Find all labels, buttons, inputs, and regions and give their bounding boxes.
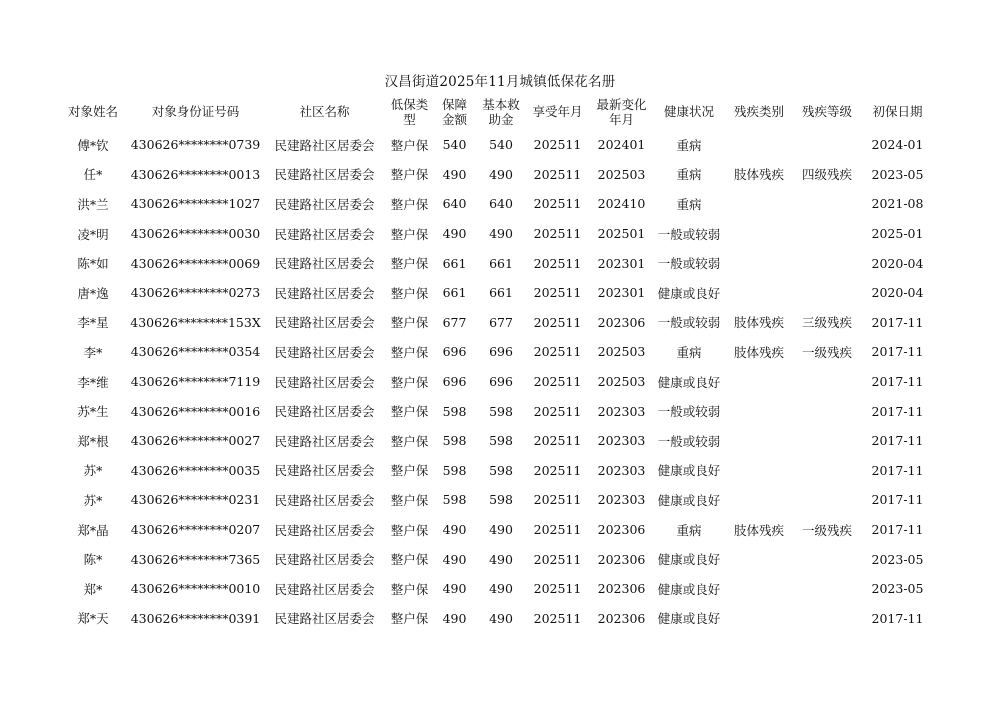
cell-enjoy-month: 202511 xyxy=(533,137,582,153)
cell-disability-level xyxy=(794,544,860,574)
cell-community: 民建路社区居委会 xyxy=(274,492,375,508)
cell-name: 李*维 xyxy=(77,374,109,390)
column-header-text: 对象姓名 xyxy=(67,104,118,119)
cell-type: 整户保 xyxy=(390,196,429,212)
cell-type: 整户保 xyxy=(390,492,429,508)
cell-enjoy-month: 202511 xyxy=(533,610,582,626)
cell-name: 唐*逸 xyxy=(77,285,109,301)
cell-health-status: 一般或较弱 xyxy=(657,404,721,420)
cell-enjoy-month: 202511 xyxy=(533,462,582,478)
cell-type: 整户保 xyxy=(390,256,429,272)
cell-disability-level xyxy=(794,396,860,426)
cell-basic-aid: 696 xyxy=(489,344,513,360)
column-header-disability-type xyxy=(724,93,794,130)
cell-id-number: 430626********0010 xyxy=(130,581,261,597)
table-row xyxy=(58,189,935,219)
cell-disability-level: 一级残疾 xyxy=(801,522,852,538)
cell-basic-aid: 661 xyxy=(489,285,513,301)
cell-type: 整户保 xyxy=(390,137,429,153)
cell-enjoy-month: 202511 xyxy=(533,403,582,419)
cell-name: 苏* xyxy=(83,492,103,508)
cell-disability-type xyxy=(724,367,794,397)
column-header-latest-change-month xyxy=(589,93,654,130)
cell-latest-change-month: 202303 xyxy=(597,403,646,419)
cell-name: 郑*晶 xyxy=(77,522,109,538)
cell-disability-type: 肢体残疾 xyxy=(733,344,784,360)
cell-name: 凌*明 xyxy=(77,226,109,242)
cell-health-status: 健康或良好 xyxy=(657,492,721,508)
cell-basic-aid: 490 xyxy=(489,581,513,597)
cell-first-date: 2023-05 xyxy=(871,166,924,182)
cell-disability-level: 三级残疾 xyxy=(801,315,852,331)
cell-disability-type xyxy=(724,456,794,486)
cell-enjoy-month: 202511 xyxy=(533,344,582,360)
cell-enjoy-month: 202511 xyxy=(533,226,582,242)
cell-type: 整户保 xyxy=(390,552,429,568)
cell-type: 整户保 xyxy=(390,374,429,390)
cell-name: 郑*根 xyxy=(77,433,109,449)
cell-first-date: 2017-11 xyxy=(871,462,924,478)
cell-enjoy-month: 202511 xyxy=(533,166,582,182)
cell-community: 民建路社区居委会 xyxy=(274,344,375,360)
cell-community: 民建路社区居委会 xyxy=(274,285,375,301)
column-header-text: 社区名称 xyxy=(299,104,350,119)
cell-guarantee-amount: 696 xyxy=(442,344,467,360)
cell-id-number: 430626********153X xyxy=(130,314,261,330)
table-row xyxy=(58,544,935,574)
cell-guarantee-amount: 598 xyxy=(442,433,467,449)
cell-id-number: 430626********0030 xyxy=(130,226,261,242)
cell-name: 傅*钦 xyxy=(77,137,109,153)
column-header-text: 初保日期 xyxy=(872,104,923,119)
cell-basic-aid: 598 xyxy=(489,492,513,508)
cell-basic-aid: 598 xyxy=(489,403,513,419)
column-header-health-status xyxy=(654,93,724,130)
cell-latest-change-month: 202303 xyxy=(597,433,646,449)
column-header-enjoy-month xyxy=(526,93,589,130)
cell-health-status: 一般或较弱 xyxy=(657,226,721,242)
cell-community: 民建路社区居委会 xyxy=(274,552,375,568)
cell-first-date: 2017-11 xyxy=(871,492,924,508)
cell-id-number: 430626********7365 xyxy=(130,551,261,567)
cell-disability-level xyxy=(794,278,860,308)
cell-community: 民建路社区居委会 xyxy=(274,463,375,479)
column-header-first-date xyxy=(860,93,935,130)
cell-disability-level xyxy=(794,219,860,249)
cell-disability-type xyxy=(724,189,794,219)
cell-basic-aid: 696 xyxy=(489,374,513,390)
cell-id-number: 430626********0027 xyxy=(130,433,261,449)
cell-disability-type xyxy=(724,219,794,249)
cell-type: 整户保 xyxy=(390,404,429,420)
table-row xyxy=(58,367,935,397)
cell-health-status: 重病 xyxy=(676,344,702,360)
cell-disability-type xyxy=(724,426,794,456)
column-header-text: 低保类 xyxy=(390,96,429,112)
cell-latest-change-month: 202306 xyxy=(597,314,646,330)
cell-first-date: 2025-01 xyxy=(871,226,924,242)
table-row xyxy=(58,515,935,545)
column-header-text: 残疾类别 xyxy=(733,104,784,119)
cell-latest-change-month: 202301 xyxy=(597,255,646,271)
column-header-guarantee-amount xyxy=(433,93,476,130)
cell-basic-aid: 490 xyxy=(489,166,513,182)
cell-disability-level xyxy=(794,574,860,604)
cell-disability-type xyxy=(724,485,794,515)
column-header-community xyxy=(263,93,386,130)
cell-basic-aid: 490 xyxy=(489,226,513,242)
cell-health-status: 重病 xyxy=(676,167,702,183)
cell-latest-change-month: 202306 xyxy=(597,551,646,567)
cell-guarantee-amount: 490 xyxy=(442,226,467,242)
table-row xyxy=(58,456,935,486)
cell-name: 郑*天 xyxy=(77,611,109,627)
cell-community: 民建路社区居委会 xyxy=(274,167,375,183)
cell-type: 整户保 xyxy=(390,344,429,360)
cell-health-status: 健康或良好 xyxy=(657,374,721,390)
cell-type: 整户保 xyxy=(390,581,429,597)
cell-id-number: 430626********7119 xyxy=(130,374,261,390)
cell-type: 整户保 xyxy=(390,522,429,538)
cell-first-date: 2021-08 xyxy=(871,196,924,212)
table-row xyxy=(58,426,935,456)
cell-enjoy-month: 202511 xyxy=(533,196,582,212)
cell-guarantee-amount: 490 xyxy=(442,581,467,597)
cell-basic-aid: 490 xyxy=(489,551,513,567)
cell-guarantee-amount: 598 xyxy=(442,403,467,419)
cell-first-date: 2017-11 xyxy=(871,403,924,419)
cell-type: 整户保 xyxy=(390,167,429,183)
cell-first-date: 2024-01 xyxy=(871,137,924,153)
cell-guarantee-amount: 696 xyxy=(442,374,467,390)
cell-disability-level xyxy=(794,130,860,160)
cell-enjoy-month: 202511 xyxy=(533,551,582,567)
cell-disability-type: 肢体残疾 xyxy=(733,315,784,331)
cell-disability-level xyxy=(794,604,860,634)
cell-basic-aid: 661 xyxy=(489,255,513,271)
column-header-disability-level xyxy=(794,93,860,130)
column-header-text: 助金 xyxy=(488,111,514,127)
table-row xyxy=(58,337,935,367)
column-header-text: 金额 xyxy=(441,111,467,127)
cell-first-date: 2017-11 xyxy=(871,314,924,330)
cell-latest-change-month: 202410 xyxy=(597,196,646,212)
cell-disability-type xyxy=(724,248,794,278)
cell-basic-aid: 640 xyxy=(489,196,513,212)
column-header-text: 享受年月 xyxy=(532,104,583,119)
cell-guarantee-amount: 490 xyxy=(442,610,467,626)
table-row xyxy=(58,130,935,160)
table-row xyxy=(58,396,935,426)
cell-basic-aid: 677 xyxy=(489,314,513,330)
cell-first-date: 2017-11 xyxy=(871,610,924,626)
cell-disability-level xyxy=(794,248,860,278)
cell-health-status: 健康或良好 xyxy=(657,463,721,479)
column-header-id-number xyxy=(128,93,263,130)
cell-enjoy-month: 202511 xyxy=(533,433,582,449)
cell-first-date: 2017-11 xyxy=(871,374,924,390)
cell-first-date: 2020-04 xyxy=(871,285,924,301)
column-header-text: 保障 xyxy=(441,96,467,112)
cell-guarantee-amount: 661 xyxy=(442,255,467,271)
cell-guarantee-amount: 598 xyxy=(442,462,467,478)
cell-community: 民建路社区居委会 xyxy=(274,433,375,449)
cell-enjoy-month: 202511 xyxy=(533,522,582,538)
cell-id-number: 430626********0016 xyxy=(130,403,261,419)
cell-name: 苏* xyxy=(83,463,103,479)
cell-type: 整户保 xyxy=(390,226,429,242)
cell-enjoy-month: 202511 xyxy=(533,581,582,597)
cell-disability-level xyxy=(794,485,860,515)
cell-health-status: 健康或良好 xyxy=(657,552,721,568)
cell-type: 整户保 xyxy=(390,611,429,627)
cell-name: 陈*如 xyxy=(77,256,109,272)
column-header-text: 对象身份证号码 xyxy=(151,104,240,119)
cell-enjoy-month: 202511 xyxy=(533,492,582,508)
table-row xyxy=(58,604,935,634)
table-row xyxy=(58,308,935,338)
table-row xyxy=(58,574,935,604)
cell-community: 民建路社区居委会 xyxy=(274,611,375,627)
table-row xyxy=(58,160,935,190)
cell-health-status: 健康或良好 xyxy=(657,611,721,627)
cell-guarantee-amount: 490 xyxy=(442,522,467,538)
cell-name: 洪*兰 xyxy=(77,196,109,212)
cell-health-status: 健康或良好 xyxy=(657,285,721,301)
cell-basic-aid: 540 xyxy=(489,137,513,153)
cell-latest-change-month: 202401 xyxy=(597,137,646,153)
table-row xyxy=(58,278,935,308)
cell-first-date: 2023-05 xyxy=(871,581,924,597)
cell-name: 李*星 xyxy=(77,315,109,331)
cell-disability-type xyxy=(724,604,794,634)
document-title: 汉昌街道2025年11月城镇低保花名册 xyxy=(384,74,616,90)
roster-table xyxy=(58,93,935,633)
cell-latest-change-month: 202306 xyxy=(597,581,646,597)
cell-id-number: 430626********0013 xyxy=(130,166,261,182)
cell-basic-aid: 490 xyxy=(489,610,513,626)
cell-community: 民建路社区居委会 xyxy=(274,315,375,331)
cell-guarantee-amount: 640 xyxy=(442,196,467,212)
column-header-text: 残疾等级 xyxy=(801,104,852,119)
cell-enjoy-month: 202511 xyxy=(533,314,582,330)
cell-community: 民建路社区居委会 xyxy=(274,404,375,420)
cell-health-status: 重病 xyxy=(676,137,702,153)
cell-enjoy-month: 202511 xyxy=(533,285,582,301)
cell-disability-level: 一级残疾 xyxy=(801,344,852,360)
cell-guarantee-amount: 490 xyxy=(442,551,467,567)
cell-community: 民建路社区居委会 xyxy=(274,581,375,597)
cell-latest-change-month: 202503 xyxy=(597,374,646,390)
cell-disability-type: 肢体残疾 xyxy=(733,167,784,183)
column-header-text: 型 xyxy=(403,111,416,127)
cell-latest-change-month: 202306 xyxy=(597,610,646,626)
cell-latest-change-month: 202306 xyxy=(597,522,646,538)
cell-first-date: 2017-11 xyxy=(871,433,924,449)
cell-guarantee-amount: 490 xyxy=(442,166,467,182)
cell-community: 民建路社区居委会 xyxy=(274,226,375,242)
cell-id-number: 430626********0069 xyxy=(130,255,261,271)
cell-name: 李* xyxy=(83,344,103,360)
column-header-text: 最新变化 xyxy=(596,96,647,112)
cell-id-number: 430626********0391 xyxy=(130,610,261,626)
cell-disability-level xyxy=(794,456,860,486)
cell-latest-change-month: 202503 xyxy=(597,166,646,182)
column-header-name xyxy=(58,93,128,130)
cell-id-number: 430626********0207 xyxy=(130,522,261,538)
cell-name: 任* xyxy=(83,167,103,183)
cell-guarantee-amount: 677 xyxy=(442,314,467,330)
column-header-type xyxy=(386,93,433,130)
column-header-basic-aid xyxy=(476,93,526,130)
cell-enjoy-month: 202511 xyxy=(533,255,582,271)
cell-enjoy-month: 202511 xyxy=(533,374,582,390)
header-row xyxy=(58,93,935,130)
cell-disability-level xyxy=(794,367,860,397)
cell-guarantee-amount: 661 xyxy=(442,285,467,301)
cell-latest-change-month: 202501 xyxy=(597,226,646,242)
cell-health-status: 一般或较弱 xyxy=(657,433,721,449)
cell-basic-aid: 598 xyxy=(489,433,513,449)
table-row xyxy=(58,248,935,278)
cell-health-status: 重病 xyxy=(676,196,702,212)
table-body xyxy=(58,130,935,633)
cell-health-status: 重病 xyxy=(676,522,702,538)
cell-type: 整户保 xyxy=(390,463,429,479)
cell-latest-change-month: 202301 xyxy=(597,285,646,301)
cell-id-number: 430626********0354 xyxy=(130,344,261,360)
cell-community: 民建路社区居委会 xyxy=(274,374,375,390)
cell-id-number: 430626********1027 xyxy=(130,196,261,212)
cell-name: 郑* xyxy=(83,581,103,597)
column-header-text: 健康状况 xyxy=(663,104,714,119)
cell-name: 陈* xyxy=(83,552,103,568)
cell-name: 苏*生 xyxy=(77,404,109,420)
cell-community: 民建路社区居委会 xyxy=(274,196,375,212)
cell-community: 民建路社区居委会 xyxy=(274,522,375,538)
cell-latest-change-month: 202303 xyxy=(597,492,646,508)
cell-type: 整户保 xyxy=(390,433,429,449)
cell-disability-level xyxy=(794,426,860,456)
cell-disability-type xyxy=(724,278,794,308)
cell-first-date: 2017-11 xyxy=(871,522,924,538)
cell-community: 民建路社区居委会 xyxy=(274,137,375,153)
cell-disability-level xyxy=(794,189,860,219)
cell-guarantee-amount: 598 xyxy=(442,492,467,508)
cell-community: 民建路社区居委会 xyxy=(274,256,375,272)
cell-disability-type xyxy=(724,130,794,160)
cell-health-status: 一般或较弱 xyxy=(657,256,721,272)
column-header-text: 基本救 xyxy=(482,96,520,112)
cell-id-number: 430626********0739 xyxy=(130,137,261,153)
cell-basic-aid: 598 xyxy=(489,462,513,478)
cell-basic-aid: 490 xyxy=(489,522,513,538)
cell-id-number: 430626********0231 xyxy=(130,492,261,508)
cell-type: 整户保 xyxy=(390,315,429,331)
cell-guarantee-amount: 540 xyxy=(442,137,467,153)
cell-health-status: 一般或较弱 xyxy=(657,315,721,331)
cell-disability-type xyxy=(724,396,794,426)
cell-latest-change-month: 202303 xyxy=(597,462,646,478)
cell-type: 整户保 xyxy=(390,285,429,301)
cell-id-number: 430626********0273 xyxy=(130,285,261,301)
cell-first-date: 2023-05 xyxy=(871,551,924,567)
cell-first-date: 2020-04 xyxy=(871,255,924,271)
cell-latest-change-month: 202503 xyxy=(597,344,646,360)
table-row xyxy=(58,219,935,249)
cell-id-number: 430626********0035 xyxy=(130,462,261,478)
cell-first-date: 2017-11 xyxy=(871,344,924,360)
table-row xyxy=(58,485,935,515)
cell-disability-type xyxy=(724,574,794,604)
cell-health-status: 健康或良好 xyxy=(657,581,721,597)
cell-disability-level: 四级残疾 xyxy=(801,167,852,183)
cell-disability-type: 肢体残疾 xyxy=(733,522,784,538)
cell-disability-type xyxy=(724,544,794,574)
column-header-text: 年月 xyxy=(608,111,634,127)
